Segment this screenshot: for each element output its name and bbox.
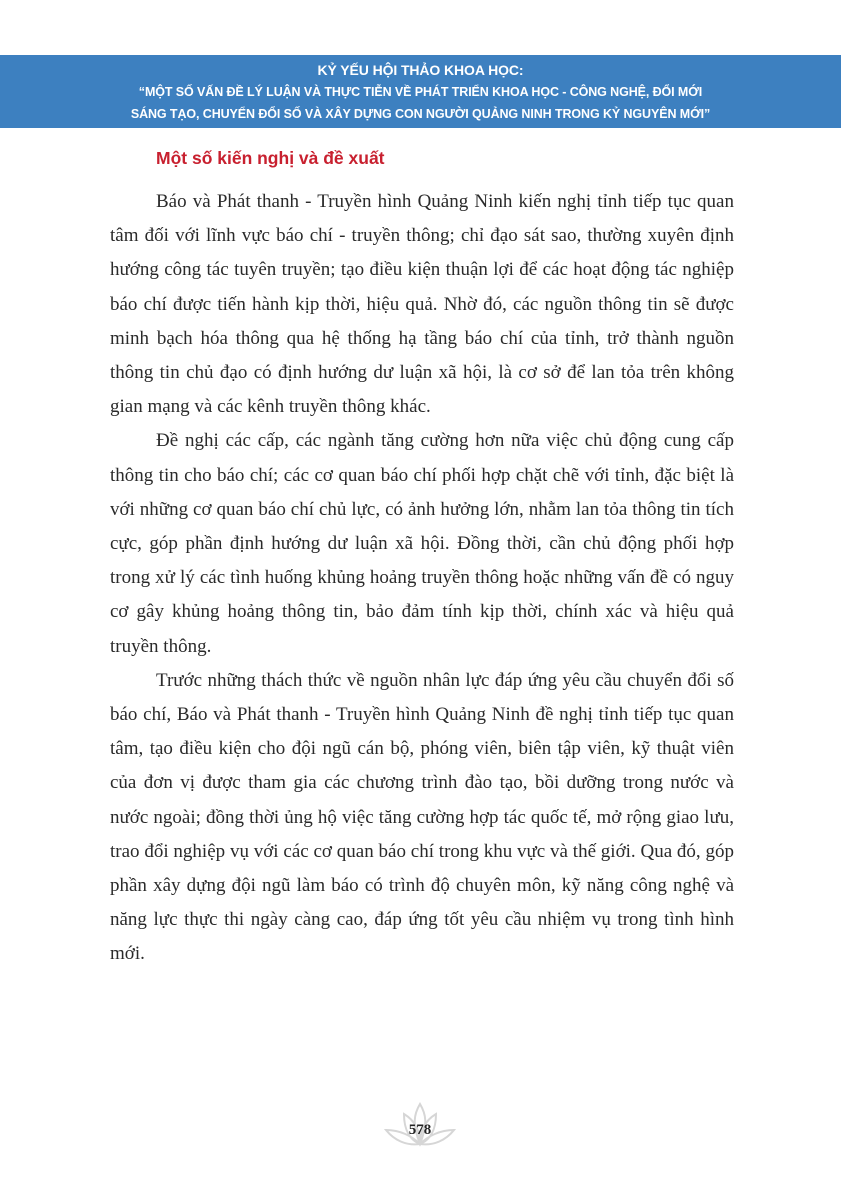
paragraph: Báo và Phát thanh - Truyền hình Quảng Ninh kiến nghị tỉnh tiếp tục quan tâm đối với lĩnh vực báo chí - truyền thông; chỉ đạo sát sao, thường xuyên định hướng công tác tuyên truyền; tạo điều kiện thuận lợi để các hoạt động tác nghiệp báo chí được tiến hành kịp thời, hiệu quả. Nhờ đó, các nguồn thông tin sẽ được minh bạch hóa thông qua hệ thống hạ tầng báo chí của tỉnh, trở thành nguồn thông tin chủ đạo có định hướng dư luận xã hội, là cơ sở để lan tỏa trên không gian mạng và các kênh truyền thông khác. — [110, 191, 734, 418]
proceedings-title: KỶ YẾU HỘI THẢO KHOA HỌC: — [317, 62, 524, 78]
paragraph: Đề nghị các cấp, các ngành tăng cường hơn nữa việc chủ động cung cấp thông tin cho báo chí; các cơ quan báo chí phối hợp chặt chẽ với tỉnh, đặc biệt là với những cơ quan báo chí chủ lực, có ảnh hưởng lớn, nhằm lan tỏa thông tin tích cực, góp phần định hướng dư luận xã hội. Đồng thời, cần chủ động phối hợp trong xử lý các tình huống khủng hoảng truyền thông hoặc những vấn đề có nguy cơ gây khủng hoảng thông tin, bảo đảm tính kịp thời, chính xác và hiệu quả truyền thông. — [110, 430, 734, 657]
body-text — [110, 185, 734, 972]
page-number: 578 — [408, 1122, 432, 1138]
header-banner — [0, 55, 841, 128]
section-heading: Một số kiến nghị và đề xuất — [156, 148, 385, 168]
paragraph: Trước những thách thức về nguồn nhân lực đáp ứng yêu cầu chuyển đổi số báo chí, Báo và Phát thanh - Truyền hình Quảng Ninh đề nghị tỉnh tiếp tục quan tâm, tạo điều kiện cho đội ngũ cán bộ, phóng viên, biên tập viên, kỹ thuật viên của đơn vị được tham gia các chương trình đào tạo, bồi dưỡng trong nước và nước ngoài; đồng thời ủng hộ việc tăng cường hợp tác quốc tế, mở rộng giao lưu, trao đổi nghiệp vụ với các cơ quan báo chí trong khu vực và thế giới. Qua đó, góp phần xây dựng đội ngũ làm báo có trình độ chuyên môn, kỹ năng công nghệ và năng lực thực thi ngày càng cao, đáp ứng tốt yêu cầu nhiệm vụ trong tình hình mới. — [110, 669, 734, 965]
page-footer — [380, 1100, 460, 1150]
conference-subtitle-line-2: SÁNG TẠO, CHUYỂN ĐỔI SỐ VÀ XÂY DỰNG CON NGƯỜI QUẢNG NINH TRONG KỶ NGUYÊN MỚI” — [130, 107, 711, 121]
conference-subtitle-line-1: “MỘT SỐ VẤN ĐỀ LÝ LUẬN VÀ THỰC TIỄN VỀ PHÁT TRIỂN KHOA HỌC - CÔNG NGHỆ, ĐỔI MỚI — [138, 85, 703, 99]
